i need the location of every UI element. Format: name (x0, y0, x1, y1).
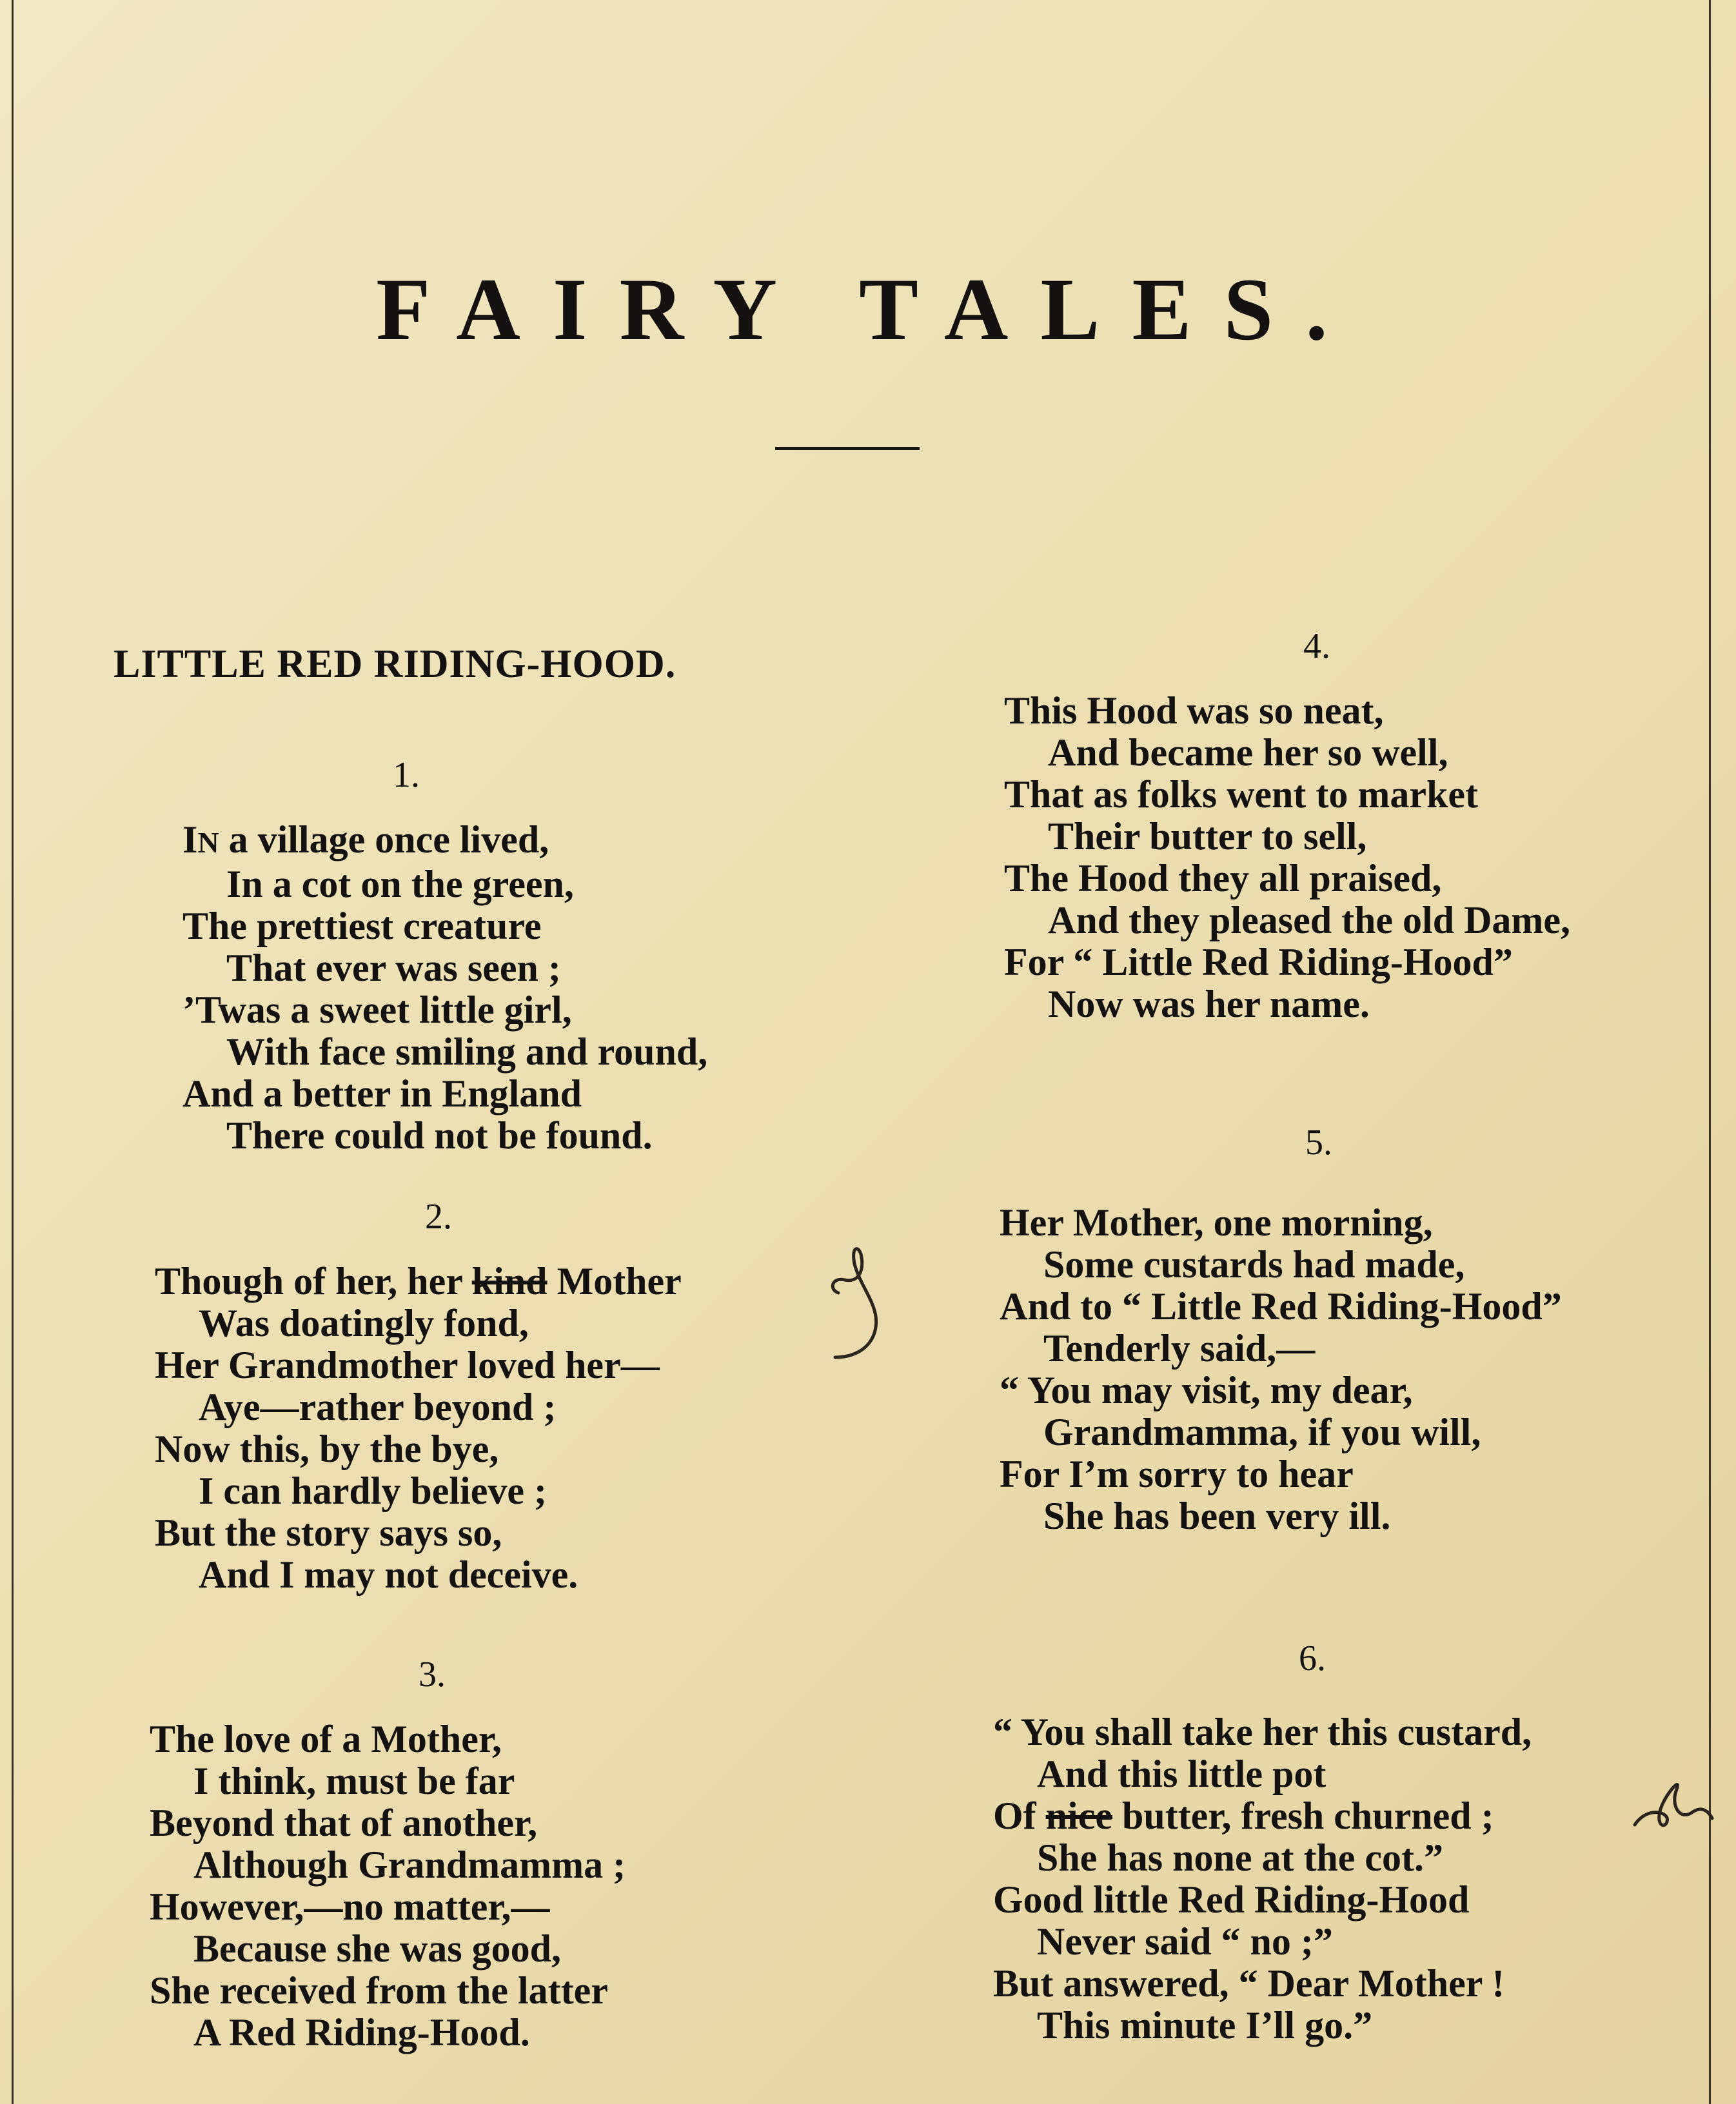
verse-line: This Hood was so neat, (1004, 689, 1384, 732)
verse-line: Aye—rather beyond ; (199, 1386, 557, 1428)
verse-line: And to “ Little Red Riding-Hood” (1000, 1285, 1562, 1328)
verse-line (155, 1261, 877, 1303)
verse-line: And became her so well, (1048, 731, 1448, 774)
verse-text: a village once lived, (219, 818, 549, 861)
stanza-1 (182, 754, 813, 1157)
verse-line: Her Mother, one morning, (1000, 1201, 1433, 1244)
verse-line: The Hood they all praised, (1004, 857, 1442, 900)
verse-line: Good little Red Riding-Hood (993, 1878, 1470, 1921)
verse-line: The prettiest creature (182, 905, 542, 947)
verse-line: However,—no matter,— (150, 1885, 550, 1928)
verse-line: That ever was seen ; (226, 947, 561, 989)
verse-line: A Red Riding-Hood. (193, 2011, 530, 2054)
stanza-4 (1004, 625, 1681, 1025)
verse-line: And I may not deceive. (199, 1553, 578, 1596)
verse-line: Never said “ no ;” (1037, 1920, 1333, 1963)
verse-line: The love of a Mother, (150, 1718, 502, 1760)
struck-word: kind (471, 1260, 547, 1303)
verse-line: This minute I’ll go.” (1037, 2004, 1373, 2047)
verse-line: But answered, “ Dear Mother ! (993, 1962, 1505, 2005)
verse-line: Although Grandmamma ; (193, 1843, 626, 1886)
verse-text: Mother (547, 1260, 682, 1303)
verse-line: But the story says so, (155, 1511, 502, 1554)
verse-line: Their butter to sell, (1048, 815, 1367, 858)
verse-line: She has none at the cot.” (1037, 1836, 1444, 1879)
verse-line (993, 1795, 1683, 1837)
small-caps-opening: IN (182, 818, 219, 861)
verse-line: In a cot on the green, (226, 863, 574, 905)
verse-line: That as folks went to market (1004, 773, 1478, 816)
verse-line: Some custards had made, (1043, 1243, 1465, 1286)
stanza-number: 6. (1299, 1638, 1326, 1678)
verse-line: Beyond that of another, (150, 1802, 538, 1844)
verse-line: Tenderly said,— (1043, 1327, 1316, 1370)
stanza-2 (155, 1196, 877, 1596)
verse-line: Because she was good, (193, 1927, 562, 1970)
verse-line: She has been very ill. (1043, 1495, 1391, 1537)
page-title: FAIRY TALES. (376, 260, 1360, 359)
stanza-6 (993, 1638, 1683, 2047)
verse-line: Now was her name. (1048, 983, 1370, 1025)
verse-line: “ You shall take her this custard, (993, 1711, 1532, 1753)
verse-line: For I’m sorry to hear (1000, 1453, 1354, 1495)
title-rule (775, 447, 920, 450)
verse-text: Though of her, her (155, 1260, 472, 1303)
verse-line: With face smiling and round, (226, 1030, 708, 1073)
verse-line: I think, must be far (193, 1760, 515, 1802)
stanza-number: 5. (1305, 1123, 1332, 1163)
verse-line: “ You may visit, my dear, (1000, 1369, 1413, 1411)
verse-line: I can hardly believe ; (199, 1470, 547, 1512)
verse-line: And a better in England (182, 1072, 582, 1115)
verse-text: Of (993, 1794, 1046, 1837)
stanza-number: 3. (419, 1655, 446, 1695)
verse-line: Her Grandmother loved her— (155, 1344, 660, 1386)
verse-line (182, 819, 813, 863)
verse-line: She received from the latter (150, 1969, 608, 2012)
verse-line: Now this, by the bye, (155, 1428, 499, 1470)
verse-line: ’Twas a sweet little girl, (182, 988, 572, 1031)
deletion-mark-icon (1632, 1776, 1715, 1834)
poem-title: LITTLE RED RIDING-HOOD. (113, 642, 676, 686)
verse-line: And this little pot (1037, 1753, 1327, 1795)
stanza-3 (150, 1654, 864, 2054)
verse-line: Grandmamma, if you will, (1043, 1411, 1481, 1453)
deletion-mark-icon (825, 1244, 896, 1361)
verse-line: Was doatingly fond, (199, 1302, 529, 1344)
verse-text: butter, fresh churned ; (1112, 1794, 1494, 1837)
verse-line: There could not be found. (226, 1114, 653, 1157)
stanza-number: 4. (1303, 626, 1330, 666)
stanza-number: 1. (393, 755, 420, 795)
stanza-number: 2. (425, 1197, 452, 1237)
stanza-5 (1000, 1122, 1690, 1537)
verse-line: And they pleased the old Dame, (1048, 899, 1571, 941)
struck-word: nice (1045, 1794, 1112, 1837)
verse-line: For “ Little Red Riding-Hood” (1004, 941, 1513, 983)
